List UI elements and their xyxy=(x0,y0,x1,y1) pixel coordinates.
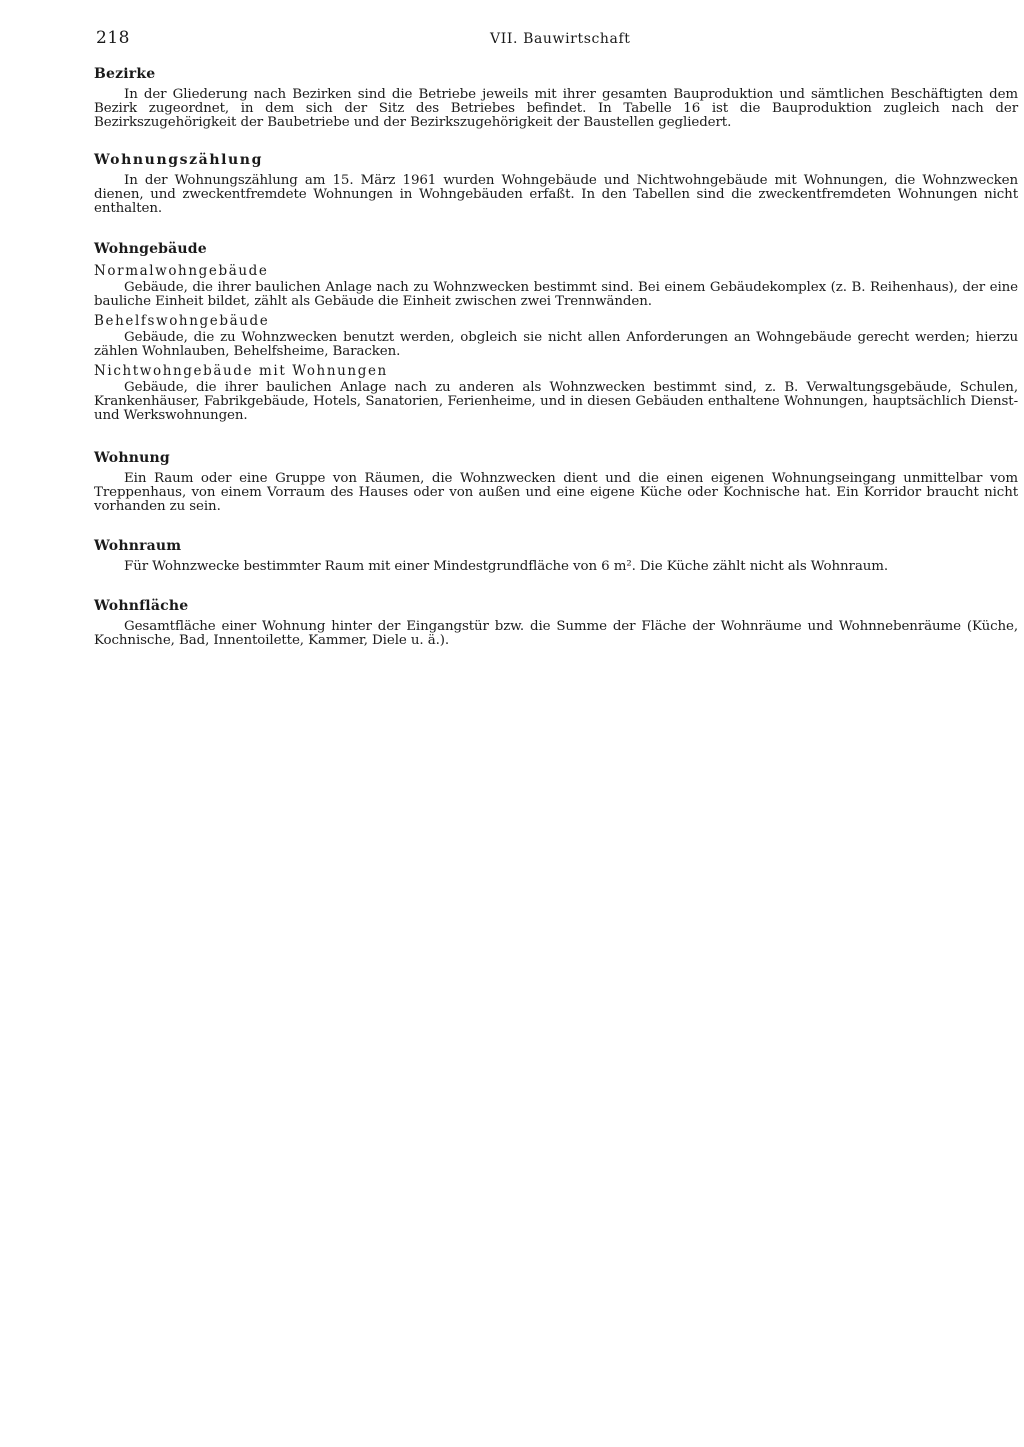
subsection-text: Gebäude, die zu Wohnzwecken benutzt werden, obgleich sie nicht allen Anforderungen an Wohngebäude gerecht werden; hierzu zählen Wohnlauben, Behelfsheime, Baracken. xyxy=(94,330,1018,359)
section-wohngebaeude xyxy=(94,241,1018,423)
section-heading: Wohnung xyxy=(94,450,170,466)
section-heading: Wohnfläche xyxy=(94,598,189,614)
section-text: Für Wohnzwecke bestimmter Raum mit einer Mindestgrundfläche von 6 m². Die Küche zählt nicht als Wohnraum. xyxy=(124,559,889,574)
section-heading: Wohnraum xyxy=(94,538,182,554)
section-wohnflaeche xyxy=(94,598,1018,648)
subsection-text: Gebäude, die ihrer baulichen Anlage nach zu anderen als Wohnzwecken bestimmt sind, z. B. Verwaltungsgebäude, Schulen, Krankenhäuser, Fabrikgebäude, Hotels, Sanatorien, Ferienheime, und in diesen Gebäuden enthaltene Wohnungen, hauptsächlich Dienst- und Werkswohnungen. xyxy=(94,380,1018,423)
page-number: 218 xyxy=(96,28,130,48)
section-heading: Bezirke xyxy=(94,66,156,82)
section-wohnungszaehlung xyxy=(94,152,1018,216)
running-head: VII. Bauwirtschaft xyxy=(490,31,631,47)
section-wohnraum xyxy=(94,538,1018,574)
page-content xyxy=(94,66,1018,648)
subsection-heading: Nichtwohngebäude mit Wohnungen xyxy=(94,363,388,379)
section-heading: Wohngebäude xyxy=(94,241,207,257)
subsection-heading: Normalwohngebäude xyxy=(94,263,269,279)
section-text: In der Wohnungszählung am 15. März 1961 wurden Wohngebäude und Nichtwohngebäude mit Wohnungen, die Wohnzwecken dienen, und zweckentfremdete Wohnungen in Wohngebäuden erfaßt. In den Tabellen sind die zweckentfremdeten Wohnungen nicht enthalten. xyxy=(94,173,1018,216)
section-text: In der Gliederung nach Bezirken sind die Betriebe jeweils mit ihrer gesamten Bauproduktion und sämtlichen Beschäftigten dem Bezirk zugeordnet, in dem sich der Sitz des Betriebes befindet. In Tabelle 16 ist die Bauproduktion zugleich nach der Bezirkszugehörigkeit der Baubetriebe und der Bezirkszugehörigkeit der Baustellen gegliedert. xyxy=(94,87,1018,130)
subsection-text: Gebäude, die ihrer baulichen Anlage nach zu Wohnzwecken bestimmt sind. Bei einem Gebäudekomplex (z. B. Reihenhaus), der eine bauliche Einheit bildet, zählt als Gebäude die Einheit zwischen zwei Trennwänden. xyxy=(94,280,1018,309)
section-text: Ein Raum oder eine Gruppe von Räumen, die Wohnzwecken dient und die einen eigenen Wohnungseingang unmittelbar vom Treppenhaus, von einem Vorraum des Hauses oder von außen und eine eigene Küche oder Kochnische hat. Ein Korridor braucht nicht vorhanden zu sein. xyxy=(94,471,1018,514)
section-wohnung xyxy=(94,450,1018,514)
subsection-heading: Behelfswohngebäude xyxy=(94,313,270,329)
section-heading: Wohnungszählung xyxy=(94,152,263,168)
section-bezirke xyxy=(94,66,1018,130)
section-text: Gesamtfläche einer Wohnung hinter der Eingangstür bzw. die Summe der Fläche der Wohnräume und Wohnnebenräume (Küche, Kochnische, Bad, Innentoilette, Kammer, Diele u. ä.). xyxy=(94,619,1018,648)
